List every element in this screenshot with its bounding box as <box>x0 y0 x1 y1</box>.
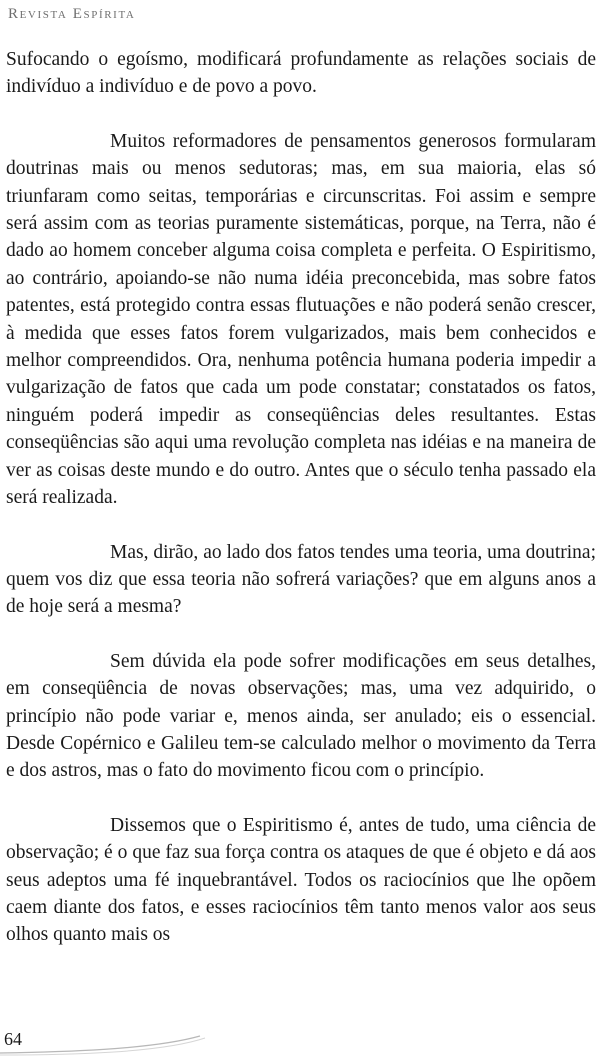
page-footer <box>0 1022 603 1057</box>
paragraph-1: Sufocando o egoísmo, modificará profundamente as relações sociais de indivíduo a indivíduo e de povo a povo. <box>6 49 596 98</box>
paragraph-2: Muitos reformadores de pensamentos generosos formularam doutrinas mais ou menos sedutoras; mas, em sua maioria, elas só triunfaram como seitas, temporárias e circunscritas. Foi assim e sempre será assim com as teorias puramente sistemáticas, porque, na Terra, não é dado ao homem conceber alguma coisa completa e perfeita. O Espiritismo, ao contrário, apoiando-se não numa idéia preconcebida, mas sobre fatos patentes, está protegido contra essas flutuações e não poderá senão crescer, à medida que esses fatos forem vulgarizados, mais bem conhecidos e melhor compreendidos. Ora, nenhuma potência humana poderia impedir a vulgarização de fatos que cada um pode constatar; constatados os fatos, ninguém poderá impedir as conseqüências deles resultantes. Estas conseqüências são aqui uma revolução completa nas idéias e na maneira de ver as coisas deste mundo e do outro. Antes que o século tenha passado ela será realizada. <box>6 130 596 509</box>
footer-swoosh-ornament <box>0 1022 260 1057</box>
paragraph-3: Mas, dirão, ao lado dos fatos tendes uma teoria, uma doutrina; quem vos diz que essa teoria não sofrerá variações? que em alguns anos a de hoje será a mesma? <box>6 541 596 618</box>
page-number: 64 <box>4 1029 22 1049</box>
paragraph-5: Dissemos que o Espiritismo é, antes de tudo, uma ciência de observação; é o que faz sua força contra os ataques de que é objeto e dá aos seus adeptos uma fé inquebrantável. Todos os raciocínios que lhe opõem caem diante dos fatos, e esses raciocínios têm tanto menos valor aos seus olhos quanto mais os <box>6 814 596 946</box>
page-body <box>6 46 596 976</box>
running-header: Revista Espírita <box>8 6 136 22</box>
paragraph-4: Sem dúvida ela pode sofrer modificações em seus detalhes, em conseqüência de novas observações; mas, uma vez adquirido, o princípio não pode variar e, menos ainda, ser anulado; eis o essencial. Desde Copérnico e Galileu tem-se calculado melhor o movimento da Terra e dos astros, mas o fato do movimento ficou com o princípio. <box>6 650 596 782</box>
